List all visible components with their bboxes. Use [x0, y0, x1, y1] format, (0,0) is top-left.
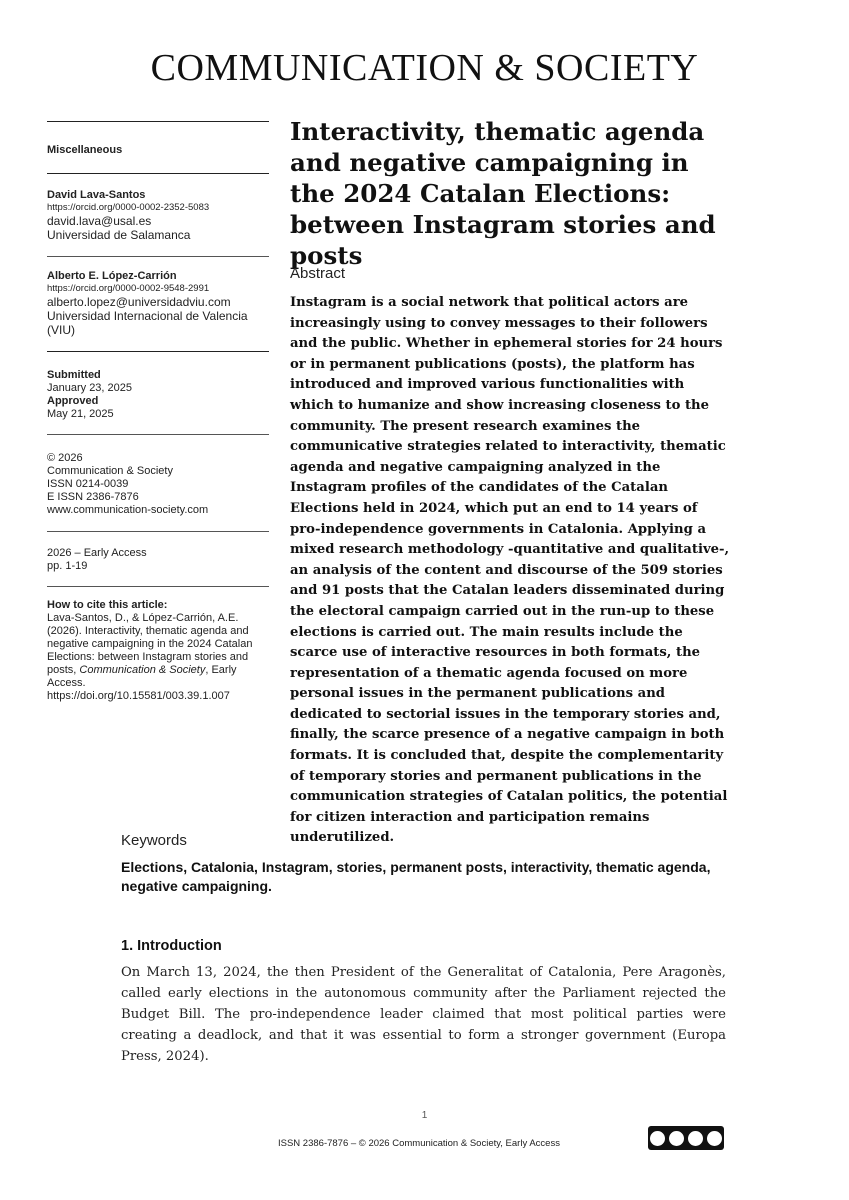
- divider: [47, 121, 269, 122]
- author-affiliation: Universidad Internacional de Valencia (VIU): [47, 309, 248, 337]
- author-name: Alberto E. López-Carrión: [47, 270, 177, 282]
- nc-icon: [688, 1131, 703, 1146]
- article-sidebar: [47, 121, 269, 703]
- citation-text: [47, 612, 265, 690]
- journal-title: COMMUNICATION & SOCIETY: [150, 47, 699, 89]
- issue-info: [47, 547, 269, 573]
- citation-journal: Communication & Society: [79, 664, 206, 676]
- author-orcid-link[interactable]: https://orcid.org/0000-0002-2352-5083: [47, 202, 210, 213]
- author-email-link[interactable]: david.lava@usal.es: [47, 214, 152, 228]
- citation-block: [47, 599, 265, 703]
- cc-license-icon: [648, 1126, 724, 1150]
- author-email-link[interactable]: alberto.lopez@universidadviu.com: [47, 295, 231, 309]
- divider: [47, 256, 269, 257]
- divider: [47, 351, 269, 352]
- divider: [47, 434, 269, 435]
- submitted-label: Submitted: [47, 369, 101, 381]
- abstract-text: Instagram is a social network that political actors are increasingly using to convey messages to their followers and the public. Whether in ephemeral stories for 24 hours or in permanent publications (posts), the platform has introduced and improved various functionalities with which to humanize and show increasing closeness to the community. The present research examines the communicative strategies related to interactivity, thematic agenda and negative campaigning analyzed in the Instagram profiles of the candidates of the Catalan Elections held in 2024, which put an end to 14 years of pro-independence governments in Catalonia. Applying a mixed research methodology -quantitative and qualitative-, an analysis of the content and discourse of the 509 stories and 91 posts that the Catalan leaders disseminated during the electoral campaign carried out in the run-up to these elections is carried out. The main results include the scarce use of interactive resources in both formats, the representation of a thematic agenda focused on more personal issues in the permanent publications and dedicated to sectorial issues in the temporary stories and, finally, the scarce presence of a negative campaign in both formats. It is concluded that, despite the complementarity of temporary stories and permanent publications in the communication strategies of Catalan politics, the potential for citizen interaction and participation remains underutilized.: [290, 295, 730, 846]
- citation-part: Lava-Santos, D., & López-Carrión, A.E. (2026). Interactivity, thematic agenda and negative campaigning in the 2024 Catalan Elections: between Instagram stories and posts,: [47, 612, 253, 676]
- footer-text: ISSN 2386-7876 – © 2026 Communication & Society, Early Access: [278, 1138, 560, 1149]
- author-block: [47, 189, 269, 242]
- author-orcid-link[interactable]: https://orcid.org/0000-0002-9548-2991: [47, 283, 210, 294]
- introduction-heading: 1. Introduction: [121, 938, 222, 954]
- author-block: [47, 270, 269, 337]
- keywords-heading: Keywords: [121, 832, 187, 849]
- copyright: © 2026: [47, 452, 83, 464]
- publisher: Communication & Society: [47, 465, 173, 477]
- abstract-heading: Abstract: [290, 265, 346, 282]
- section-label: Miscellaneous: [47, 144, 123, 156]
- approved-label: Approved: [47, 395, 99, 407]
- cc-icon: [650, 1131, 665, 1146]
- page-number: 1: [421, 1110, 428, 1121]
- citation-part: , Early Access.: [47, 664, 237, 689]
- publication-info: [47, 452, 269, 517]
- article-title: Interactivity, thematic agenda and negative campaigning in the 2024 Catalan Elections: between Instagram stories and posts: [290, 117, 716, 270]
- submitted-date: January 23, 2025: [47, 382, 133, 394]
- website-link[interactable]: www.communication-society.com: [47, 504, 209, 516]
- cite-label: How to cite this article:: [47, 599, 168, 611]
- author-name: David Lava-Santos: [47, 189, 146, 201]
- eissn: E ISSN 2386-7876: [47, 491, 139, 503]
- approved-date: May 21, 2025: [47, 408, 114, 420]
- introduction-text: On March 13, 2024, the then President of the Generalitat of Catalonia, Pere Aragonès, called early elections in the autonomous community after the Parliament rejected the Budget Bill. The pro-independence leader claimed that most political parties were creating a deadlock, and that it was essential to form a stronger government (Europa Press, 2024).: [121, 965, 726, 1064]
- divider: [47, 531, 269, 532]
- divider: [47, 586, 269, 587]
- doi-link[interactable]: https://doi.org/10.15581/003.39.1.007: [47, 690, 230, 702]
- by-icon: [669, 1131, 684, 1146]
- nd-icon: [707, 1131, 722, 1146]
- dates-block: [47, 369, 269, 421]
- issn: ISSN 0214-0039: [47, 478, 129, 490]
- keywords-text: Elections, Catalonia, Instagram, stories, permanent posts, interactivity, thematic agenda, negative campaigning.: [121, 859, 711, 894]
- pages: pp. 1-19: [47, 560, 88, 572]
- divider: [47, 173, 269, 174]
- issue: 2026 – Early Access: [47, 547, 147, 559]
- author-affiliation: Universidad de Salamanca: [47, 228, 191, 242]
